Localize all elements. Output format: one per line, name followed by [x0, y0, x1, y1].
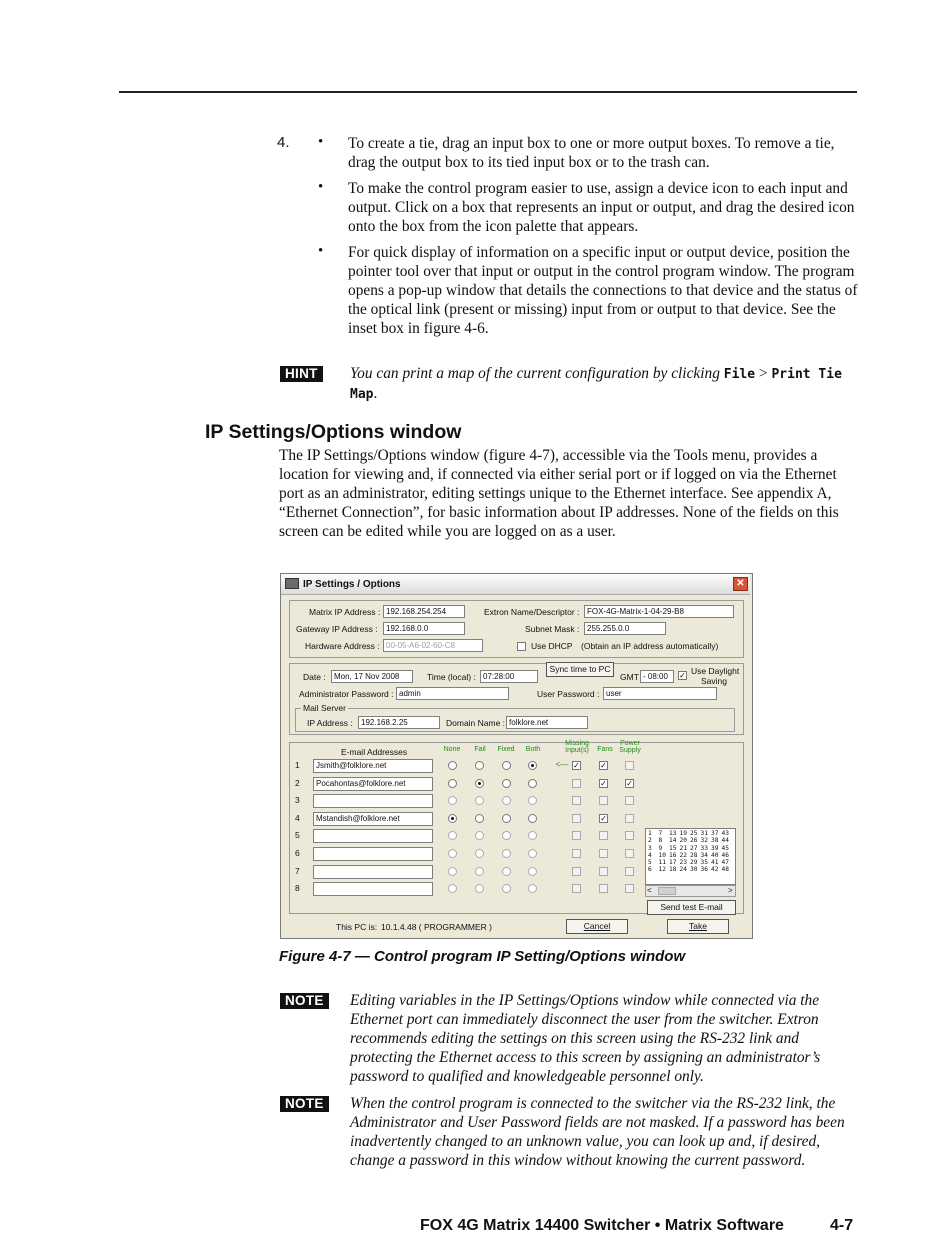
- grid-cell[interactable]: 9: [658, 844, 663, 852]
- grid-cell[interactable]: 19: [679, 830, 687, 837]
- grid-row: [648, 852, 733, 859]
- alert-radio[interactable]: [448, 849, 457, 858]
- alert-checkbox[interactable]: [625, 761, 634, 770]
- section-paragraph: The IP Settings/Options window (figure 4-7), accessible via the Tools menu, provides a location for viewing and, if connected via either serial port or if logged on via the Ethernet port as an administrator, editing settings unique to the Ethernet interface. See appendix A, “Ethernet Connection”, for basic information about IP addresses. None of the fields on this screen can be edited while you are logged on as a user.: [279, 447, 839, 540]
- alert-radio[interactable]: [448, 761, 457, 770]
- bullet-text-1: To create a tie, drag an input box to one or more output boxes. To remove a tie, drag the output box to its tied input box or to the trash can.: [348, 135, 835, 171]
- grid-cell[interactable]: 14: [669, 837, 677, 845]
- grid-cell[interactable]: 13: [669, 830, 677, 837]
- send-test-email-button[interactable]: Send test E-mail: [647, 900, 736, 915]
- alert-radio[interactable]: [502, 761, 511, 770]
- grid-cell[interactable]: 23: [679, 859, 687, 867]
- row-number: 5: [295, 830, 300, 841]
- alert-radio[interactable]: [475, 761, 484, 770]
- grid-cell[interactable]: 12: [658, 866, 666, 874]
- grid-cell[interactable]: 15: [669, 844, 677, 852]
- grid-cell[interactable]: 7: [658, 830, 663, 837]
- grid-row: [648, 830, 733, 837]
- alert-checkbox[interactable]: [625, 867, 634, 876]
- grid-row: [648, 837, 733, 844]
- domain-field[interactable]: folklore.net: [506, 716, 588, 729]
- row-number: 2: [295, 777, 300, 788]
- bullet-symbol: •: [318, 243, 324, 259]
- grid-cell[interactable]: 32: [700, 837, 708, 845]
- app-icon: [285, 578, 299, 589]
- header-rule: [119, 91, 857, 93]
- alert-checkbox[interactable]: [625, 814, 634, 823]
- hint-menu-file: File: [723, 367, 756, 382]
- grid-cell[interactable]: 20: [679, 837, 687, 845]
- grid-cell[interactable]: 39: [711, 844, 719, 852]
- grid-cell[interactable]: 31: [700, 830, 708, 837]
- col-both: Both: [525, 746, 541, 753]
- alert-radio[interactable]: [528, 849, 537, 858]
- grid-cell[interactable]: 33: [700, 844, 708, 852]
- cancel-button[interactable]: Cancel: [566, 919, 628, 934]
- grid-cell[interactable]: 35: [700, 859, 708, 867]
- user-password-field[interactable]: user: [603, 687, 717, 700]
- alert-checkbox[interactable]: [572, 849, 581, 858]
- bullet-symbol: •: [318, 134, 324, 150]
- pc-label: This PC is:: [336, 922, 378, 932]
- col-missing-2: Input(s): [565, 747, 589, 754]
- grid-cell[interactable]: 6: [648, 866, 652, 874]
- alert-checkbox[interactable]: [625, 849, 634, 858]
- grid-cell[interactable]: 1: [648, 830, 652, 837]
- grid-cell[interactable]: 22: [679, 851, 687, 859]
- alert-checkbox[interactable]: [625, 831, 634, 840]
- alert-checkbox[interactable]: ✓: [626, 778, 633, 788]
- grid-cell[interactable]: 10: [658, 851, 666, 859]
- grid-row: [648, 866, 733, 873]
- alert-checkbox[interactable]: [572, 796, 581, 805]
- output-grid: [645, 828, 736, 885]
- alert-radio[interactable]: [528, 779, 537, 788]
- note-tag: NOTE: [280, 1096, 329, 1112]
- col-power-1: Power: [620, 740, 640, 747]
- grid-cell[interactable]: 45: [721, 844, 729, 852]
- col-power: [615, 740, 645, 754]
- grid-cell[interactable]: 40: [711, 851, 719, 859]
- grid-cell[interactable]: 17: [669, 859, 677, 867]
- email-field[interactable]: Pocahontas@folklore.net: [313, 777, 433, 791]
- alert-radio[interactable]: [448, 867, 457, 876]
- title-bar: [281, 574, 750, 595]
- alert-radio[interactable]: [528, 867, 537, 876]
- grid-cell[interactable]: 3: [648, 844, 652, 852]
- hardware-label: Hardware Address :: [305, 641, 380, 651]
- alert-radio[interactable]: [475, 867, 484, 876]
- step-number: 4.: [277, 134, 290, 151]
- grid-cell[interactable]: 38: [711, 837, 719, 845]
- alert-checkbox[interactable]: [572, 831, 581, 840]
- grid-row: [648, 859, 733, 866]
- alert-checkbox[interactable]: [572, 867, 581, 876]
- grid-cell[interactable]: 44: [721, 837, 729, 845]
- grid-cell[interactable]: 46: [721, 851, 729, 859]
- col-fans: Fans: [597, 746, 613, 753]
- arrow-indicator: <—: [555, 760, 569, 769]
- col-missing-1: Missing: [565, 740, 589, 747]
- mail-server-label: Mail Server: [303, 703, 346, 713]
- col-power-2: Supply: [619, 747, 641, 754]
- row-number: 4: [295, 812, 300, 823]
- hint-period: .: [373, 385, 378, 402]
- alert-checkbox[interactable]: [572, 884, 581, 893]
- alert-checkbox[interactable]: [599, 796, 608, 805]
- hint-menu-print: Print Tie: [771, 367, 842, 382]
- email-field[interactable]: Mstandish@folklore.net: [313, 812, 433, 826]
- subnet-label: Subnet Mask :: [525, 624, 580, 634]
- bullet-symbol: •: [318, 179, 324, 195]
- grid-cell[interactable]: 16: [669, 851, 677, 859]
- grid-cell[interactable]: 48: [721, 866, 729, 874]
- alert-checkbox[interactable]: ✓: [600, 761, 607, 770]
- daylight-checkbox[interactable]: ✓: [679, 671, 686, 680]
- alert-radio[interactable]: [448, 814, 457, 823]
- grid-cell[interactable]: 25: [690, 830, 698, 837]
- grid-cell[interactable]: 34: [700, 851, 708, 859]
- alert-checkbox[interactable]: [625, 796, 634, 805]
- scroll-left-icon[interactable]: <: [647, 886, 652, 895]
- grid-cell[interactable]: 28: [690, 851, 698, 859]
- email-field[interactable]: [313, 847, 433, 861]
- alert-checkbox[interactable]: [599, 849, 608, 858]
- email-header: E-mail Addresses: [341, 747, 408, 757]
- grid-cell[interactable]: 21: [679, 844, 687, 852]
- grid-cell[interactable]: 43: [721, 830, 729, 837]
- name-field[interactable]: FOX-4G-Matrix-1-04-29-B8: [584, 605, 734, 618]
- alert-checkbox[interactable]: [599, 831, 608, 840]
- scroll-thumb[interactable]: [658, 887, 676, 895]
- hint-text-start: You can print a map of the current configuration by clicking: [350, 365, 724, 382]
- grid-cell[interactable]: 30: [690, 866, 698, 874]
- row-number: 3: [295, 795, 300, 806]
- alert-checkbox[interactable]: [572, 814, 581, 823]
- date-label: Date :: [303, 672, 326, 682]
- matrix-ip-field[interactable]: 192.168.254.254: [383, 605, 465, 618]
- alert-checkbox[interactable]: [599, 867, 608, 876]
- name-label: Extron Name/Descriptor :: [484, 607, 580, 617]
- bullet-text-3: For quick display of information on a specific input or output device, position the pointer tool over that input or output in the control program window. The program opens a pop-up window that details the connections to that device and the status of the optical link (present or missing) input from or output to that device. See the inset box in figure 4-6.: [348, 244, 858, 337]
- gateway-label: Gateway IP Address :: [296, 624, 378, 634]
- pc-value: 10.1.4.48 ( PROGRAMMER ): [381, 922, 493, 932]
- alert-checkbox[interactable]: ✓: [573, 761, 580, 770]
- email-field[interactable]: [313, 829, 433, 843]
- sync-time-button[interactable]: Sync time to PC: [546, 662, 614, 677]
- col-fail: Fail: [474, 746, 486, 753]
- alert-radio[interactable]: [475, 849, 484, 858]
- gmt-label: GMT: [620, 672, 639, 682]
- grid-cell[interactable]: 36: [700, 866, 708, 874]
- hint-separator: >: [755, 365, 772, 382]
- grid-cell[interactable]: 29: [690, 859, 698, 867]
- hint-tag: HINT: [280, 366, 323, 382]
- admin-password-field[interactable]: admin: [396, 687, 509, 700]
- gmt-field[interactable]: - 08:00: [640, 670, 674, 683]
- gateway-field[interactable]: 192.168.0.0: [383, 622, 465, 635]
- alert-checkbox[interactable]: [599, 884, 608, 893]
- row-number: 1: [295, 760, 300, 770]
- alert-checkbox[interactable]: ✓: [600, 813, 607, 823]
- domain-label: Domain Name :: [446, 718, 506, 728]
- alert-checkbox[interactable]: ✓: [600, 778, 607, 788]
- time-label: Time (local) :: [427, 672, 476, 682]
- grid-row: [648, 845, 733, 852]
- col-none: None: [443, 746, 461, 753]
- grid-cell[interactable]: 27: [690, 844, 698, 852]
- grid-cell[interactable]: 4: [648, 851, 652, 859]
- hint-text: [350, 364, 850, 404]
- note-text-1: Editing variables in the IP Settings/Options window while connected via the Ethernet port can immediately disconnect the user from the switcher. Extron recommends editing the settings on this screen using the RS-232 link and protecting the Ethernet access to this screen by assigning an administrator’s password to qualified and knowledgeable personnel only.: [350, 992, 821, 1085]
- ip-settings-window: [280, 573, 753, 939]
- date-field[interactable]: Mon, 17 Nov 2008: [331, 670, 413, 683]
- grid-rows: [648, 830, 733, 874]
- window-title: IP Settings / Options: [303, 579, 401, 590]
- email-field[interactable]: [313, 882, 433, 896]
- alert-radio[interactable]: [448, 779, 457, 788]
- note-text-2: When the control program is connected to the switcher via the RS-232 link, the Administrator and User Password fields are not masked. If a password has been inadvertently changed to an unknown value, you can look up and, if desired, change a password in this window without knowing the current password.: [350, 1095, 845, 1169]
- daylight-label-2: Saving: [701, 676, 727, 686]
- time-field[interactable]: 07:28:00: [480, 670, 538, 683]
- admin-password-label: Administrator Password :: [299, 689, 394, 699]
- grid-cell[interactable]: 5: [648, 859, 652, 867]
- grid-cell[interactable]: 11: [658, 859, 666, 867]
- grid-cell[interactable]: 26: [690, 837, 698, 845]
- take-button[interactable]: Take: [667, 919, 729, 934]
- section-heading: IP Settings/Options window: [205, 421, 462, 443]
- mail-ip-field[interactable]: 192.168.2.25: [358, 716, 440, 729]
- hardware-field: 00-05-A6-02-60-C8: [383, 639, 483, 652]
- daylight-label-1: Use Daylight: [691, 666, 740, 676]
- dhcp-label: Use DHCP: [531, 641, 573, 651]
- dhcp-note: (Obtain an IP address automatically): [581, 641, 719, 651]
- alert-radio[interactable]: [475, 779, 484, 788]
- bullet-text-2: To make the control program easier to use, assign a device icon to each input and output. Click on a box that represents an input or output, and drag the desired icon onto the box from the icon palette that appears.: [348, 180, 855, 235]
- alert-radio[interactable]: [528, 814, 537, 823]
- grid-cell[interactable]: 2: [648, 837, 652, 845]
- footer-title: FOX 4G Matrix 14400 Switcher • Matrix Software: [420, 1217, 784, 1234]
- email-field[interactable]: [313, 865, 433, 879]
- user-password-label: User Password :: [537, 689, 600, 699]
- grid-cell[interactable]: 8: [658, 837, 663, 845]
- col-fixed: Fixed: [497, 746, 515, 753]
- email-field[interactable]: [313, 794, 433, 808]
- alert-checkbox[interactable]: [625, 884, 634, 893]
- note-tag: NOTE: [280, 993, 329, 1009]
- alert-checkbox[interactable]: [572, 779, 581, 788]
- grid-cell[interactable]: 18: [669, 866, 677, 874]
- page-number: 4-7: [830, 1217, 854, 1234]
- row-number: 6: [295, 848, 300, 858]
- grid-cell[interactable]: 24: [679, 866, 687, 874]
- matrix-ip-label: Matrix IP Address :: [309, 607, 381, 617]
- subnet-field[interactable]: 255.255.0.0: [584, 622, 666, 635]
- close-button[interactable]: ✕: [733, 577, 748, 591]
- grid-cell[interactable]: 47: [721, 859, 729, 867]
- grid-scrollbar[interactable]: [645, 885, 736, 897]
- alert-radio[interactable]: [502, 814, 511, 823]
- mail-ip-label: IP Address :: [307, 718, 353, 728]
- email-field[interactable]: Jsmith@folklore.net: [313, 759, 433, 773]
- alert-radio[interactable]: [502, 779, 511, 788]
- alert-radio[interactable]: [528, 761, 537, 770]
- grid-cell[interactable]: 37: [711, 830, 719, 837]
- grid-cell[interactable]: 42: [711, 866, 719, 874]
- alert-radio[interactable]: [502, 849, 511, 858]
- alert-radio[interactable]: [502, 867, 511, 876]
- hint-menu-map: Map: [350, 387, 374, 402]
- row-number: 8: [295, 883, 300, 894]
- row-number: 7: [295, 865, 300, 876]
- grid-cell[interactable]: 41: [711, 859, 719, 867]
- col-missing: [561, 740, 593, 754]
- dhcp-checkbox[interactable]: [517, 642, 526, 651]
- alert-radio[interactable]: [475, 814, 484, 823]
- figure-caption: Figure 4-7 — Control program IP Setting/Options window: [279, 948, 686, 965]
- scroll-right-icon[interactable]: >: [728, 886, 733, 895]
